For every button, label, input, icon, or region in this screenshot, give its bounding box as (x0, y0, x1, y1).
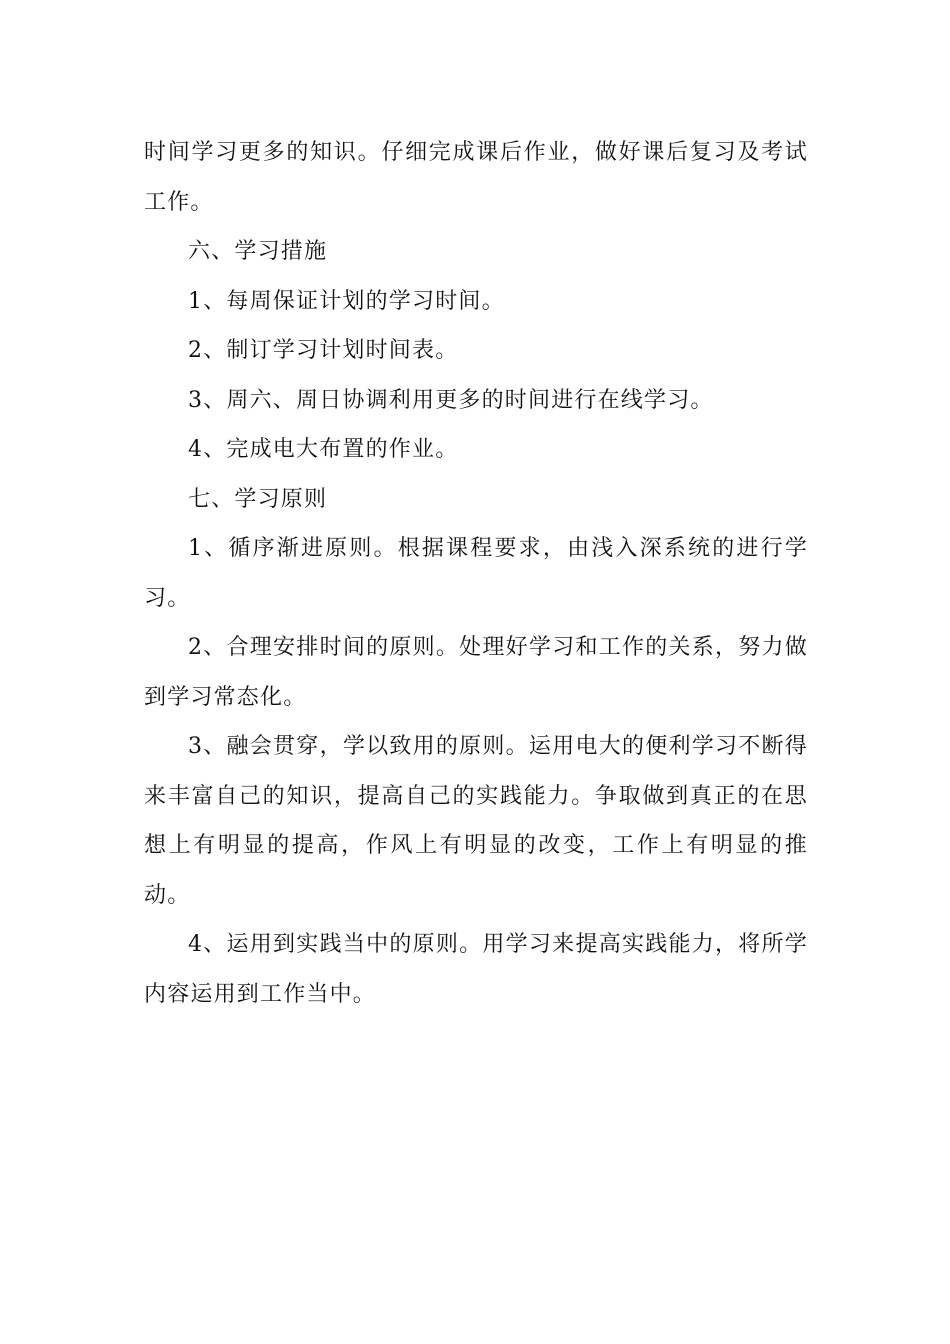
measure-item-1: 1、每周保证计划的学习时间。 (188, 288, 505, 314)
measure-item-3: 3、周六、周日协调利用更多的时间进行在线学习。 (188, 387, 714, 413)
measure-item-2: 2、制订学习计划时间表。 (188, 338, 459, 363)
paragraph-continuation: 时间学习更多的知识。仔细完成课后作业，做好课后复习及考试工作。 (144, 140, 808, 215)
document-body (144, 128, 808, 1019)
principle-item-4: 4、运用到实践当中的原则。用学习来提高实践能力，将所学内容运用到工作当中。 (144, 932, 808, 1007)
principle-item-1: 1、循序渐进原则。根据课程要求，由浅入深系统的进行学习。 (144, 536, 808, 611)
heading-section-seven: 七、学习原则 (188, 486, 328, 512)
principle-item-3: 3、融会贯穿，学以致用的原则。运用电大的便利学习不断得来丰富自己的知识，提高自己的实践能力。争取做到真正的在思想上有明显的提高，作风上有明显的改变，工作上有明显的推动。 (144, 734, 808, 908)
measure-item-4: 4、完成电大布置的作业。 (188, 437, 459, 462)
principle-item-2: 2、合理安排时间的原则。处理好学习和工作的关系，努力做到学习常态化。 (144, 635, 808, 710)
heading-section-six: 六、学习措施 (188, 239, 328, 264)
